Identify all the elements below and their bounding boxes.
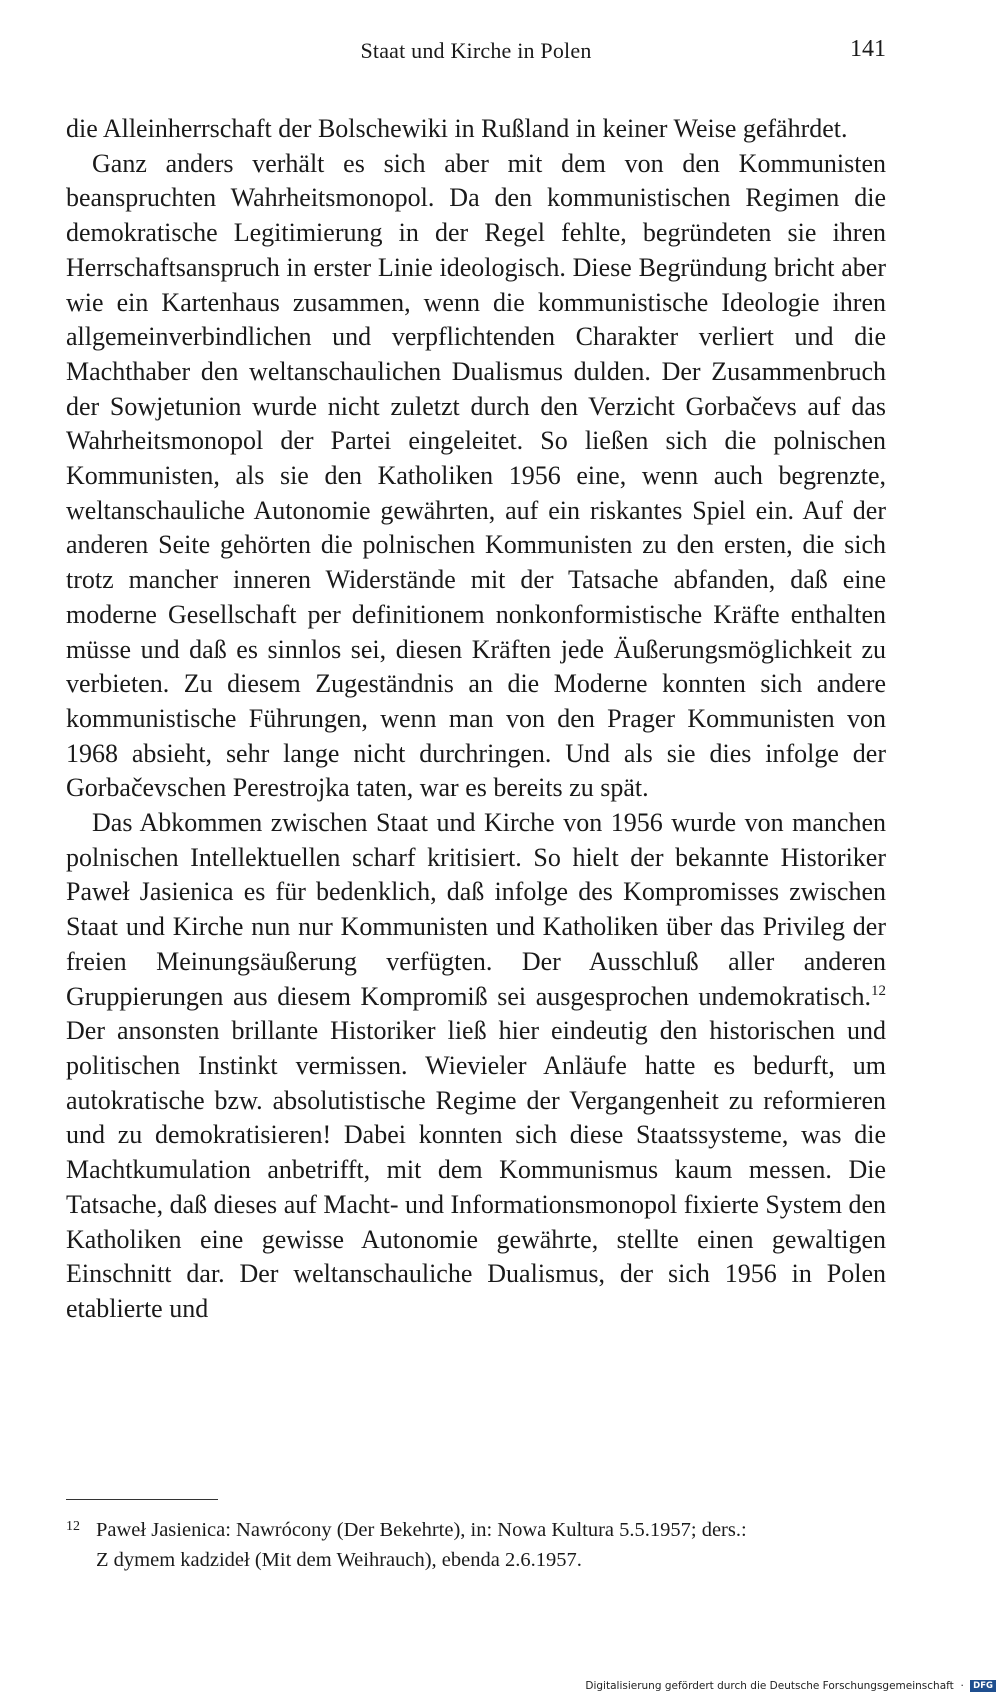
page-header	[66, 34, 886, 68]
footnote-reference[interactable]: 12	[871, 982, 886, 999]
footnote-divider	[66, 1499, 218, 1500]
paragraph	[66, 806, 886, 1327]
footnote-number: 12	[66, 1519, 80, 1534]
paragraph-text: Der ansonsten brillante Historiker ließ hier eindeutig den historischen und politischen Instinkt vermissen. Wievieler Anläufe hatte es bedurft, um autokratische bzw. absolutistische Regime der Vergangenheit zu reformieren und zu demokratisieren! Dabei konnten sich diese Staatssysteme, was die Machtkumulation anbetrifft, mit dem Kommunismus kaum messen. Die Tatsache, daß dieses auf Macht- und Informationsmonopol fixierte System den Katholiken eine gewisse Autonomie gewährte, stellte einen gewaltigen Einschnitt dar. Der weltanschauliche Dualismus, der sich 1956 in Polen etablierte und	[66, 1016, 886, 1323]
footnote	[66, 1515, 886, 1575]
footnote-body	[96, 1515, 886, 1575]
main-text	[66, 112, 886, 1327]
page-number: 141	[850, 36, 886, 62]
digitization-text: Digitalisierung gefördert durch die Deutsche Forschungsgemeinschaft	[585, 1680, 954, 1692]
dfg-logo-icon: DFG	[970, 1680, 996, 1692]
running-title: Staat und Kirche in Polen	[360, 38, 592, 63]
paragraph-text: Das Abkommen zwischen Staat und Kirche von 1956 wurde von manchen polnischen Intellektuellen scharf kritisiert. So hielt der bekannte Historiker Paweł Jasienica es für bedenklich, daß infolge des Kompromisses zwischen Staat und Kirche nun nur Kommunisten und Katholiken über das Privileg der freien Meinungsäußerung verfügten. Der Ausschluß aller anderen Gruppierungen aus diesem Kompromiß sei ausgesprochen undemokratisch.	[66, 808, 886, 1011]
footnote-line: Paweł Jasienica: Nawrócony (Der Bekehrte), in: Nowa Kultura 5.5.1957; ders.:	[96, 1519, 747, 1541]
paragraph-continued: die Alleinherrschaft der Bolschewiki in Rußland in keiner Weise gefährdet.	[66, 114, 848, 143]
paragraph: Ganz anders verhält es sich aber mit dem von den Kommunisten beanspruchten Wahrheitsmonopol. Da den kommunistischen Regimen die demokratische Legitimierung in der Regel fehlte, begründeten sie ihren Herrschaftsanspruch in erster Linie ideologisch. Diese Begründung bricht aber wie ein Kartenhaus zusammen, wenn die kommunistische Ideologie ihren allgemeinverbindlichen und verpflichtenden Charakter verliert und die Machthaber den weltanschaulichen Dualismus dulden. Der Zusammenbruch der Sowjetunion wurde nicht zuletzt durch den Verzicht Gorbačevs auf das Wahrheitsmonopol der Partei eingeleitet. So ließen sich die polnischen Kommunisten, als sie den Katholiken 1956 eine, wenn auch begrenzte, weltanschauliche Autonomie gewährten, auf ein riskantes Spiel ein. Auf der anderen Seite gehörten die polnischen Kommunisten zu den ersten, die sich trotz mancher inneren Widerstände mit der Tatsache abfanden, daß eine moderne Gesellschaft per definitionem nonkonformistische Kräfte enthalten müsse und daß es sinnlos sei, diesen Kräften jede Äußerungsmöglichkeit zu verbieten. Zu diesem Zugeständnis an die Moderne konnten sich andere kommunistische Führungen, wenn man von den Prager Kommunisten von 1968 absieht, sehr lange nicht durchringen. Und als sie dies infolge der Gorbačevschen Perestrojka taten, war es bereits zu spät.	[66, 148, 886, 803]
digitization-notice: Digitalisierung gefördert durch die Deutsche Forschungsgemeinschaft · DFG	[585, 1680, 996, 1692]
footnote-line: Z dymem kadzideł (Mit dem Weihrauch), ebenda 2.6.1957.	[96, 1549, 582, 1571]
